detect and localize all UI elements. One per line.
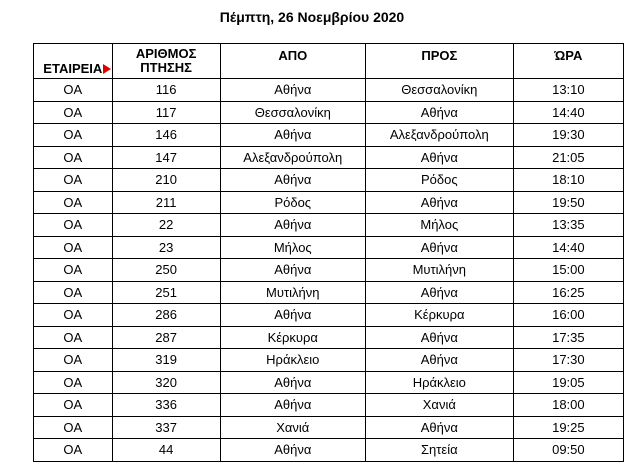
cell-from: Κέρκυρα <box>220 326 365 349</box>
table-row <box>34 146 624 169</box>
cell-time: 16:25 <box>513 281 623 304</box>
cell-company: OA <box>34 101 113 124</box>
cell-from: Μυτιλήνη <box>220 281 365 304</box>
cell-to: Αθήνα <box>365 191 513 214</box>
header-time: ΏΡΑ <box>513 44 623 79</box>
cell-flight: 146 <box>112 124 220 147</box>
cell-from: Αθήνα <box>220 394 365 417</box>
table-row <box>34 326 624 349</box>
header-flight-number <box>112 44 220 79</box>
table-body <box>34 79 624 462</box>
table-row <box>34 236 624 259</box>
cell-time: 09:50 <box>513 439 623 462</box>
cell-company: OA <box>34 259 113 282</box>
cell-company: OA <box>34 236 113 259</box>
cell-flight: 287 <box>112 326 220 349</box>
cell-company: OA <box>34 124 113 147</box>
cell-time: 19:25 <box>513 416 623 439</box>
table-row <box>34 349 624 372</box>
cell-from: Αθήνα <box>220 259 365 282</box>
cell-flight: 320 <box>112 371 220 394</box>
cell-company: OA <box>34 371 113 394</box>
table-row <box>34 394 624 417</box>
cell-company: OA <box>34 416 113 439</box>
cell-from: Αθήνα <box>220 304 365 327</box>
cell-time: 13:35 <box>513 214 623 237</box>
cell-time: 19:50 <box>513 191 623 214</box>
table-row <box>34 304 624 327</box>
comment-marker-icon <box>103 64 111 74</box>
cell-time: 19:30 <box>513 124 623 147</box>
table-row <box>34 259 624 282</box>
table-row <box>34 371 624 394</box>
cell-flight: 210 <box>112 169 220 192</box>
table-header <box>34 44 624 79</box>
cell-company: OA <box>34 349 113 372</box>
cell-company: OA <box>34 326 113 349</box>
cell-to: Αθήνα <box>365 236 513 259</box>
cell-from: Θεσσαλονίκη <box>220 101 365 124</box>
table-row <box>34 124 624 147</box>
table-row <box>34 101 624 124</box>
cell-to: Χανιά <box>365 394 513 417</box>
table-row <box>34 281 624 304</box>
cell-to: Ρόδος <box>365 169 513 192</box>
cell-flight: 44 <box>112 439 220 462</box>
cell-time: 18:10 <box>513 169 623 192</box>
cell-company: OA <box>34 281 113 304</box>
table-row <box>34 416 624 439</box>
cell-to: Αθήνα <box>365 416 513 439</box>
cell-time: 14:40 <box>513 236 623 259</box>
cell-company: OA <box>34 146 113 169</box>
table-row <box>34 439 624 462</box>
cell-company: OA <box>34 394 113 417</box>
cell-flight: 116 <box>112 79 220 102</box>
cell-to: Αθήνα <box>365 349 513 372</box>
cell-time: 17:30 <box>513 349 623 372</box>
cell-to: Αθήνα <box>365 326 513 349</box>
cell-company: OA <box>34 439 113 462</box>
cell-from: Ρόδος <box>220 191 365 214</box>
cell-to: Σητεία <box>365 439 513 462</box>
cell-flight: 23 <box>112 236 220 259</box>
cell-company: OA <box>34 191 113 214</box>
cell-from: Αθήνα <box>220 124 365 147</box>
cell-flight: 336 <box>112 394 220 417</box>
cell-to: Θεσσαλονίκη <box>365 79 513 102</box>
cell-from: Αθήνα <box>220 169 365 192</box>
cell-from: Μήλος <box>220 236 365 259</box>
header-from: ΑΠΟ <box>220 44 365 79</box>
cell-to: Μήλος <box>365 214 513 237</box>
header-to: ΠΡΟΣ <box>365 44 513 79</box>
cell-to: Ηράκλειο <box>365 371 513 394</box>
cell-time: 15:00 <box>513 259 623 282</box>
page-title: Πέμπτη, 26 Νοεμβρίου 2020 <box>219 9 405 25</box>
table-row <box>34 191 624 214</box>
cell-flight: 250 <box>112 259 220 282</box>
cell-flight: 286 <box>112 304 220 327</box>
table-row <box>34 79 624 102</box>
header-company <box>34 44 113 79</box>
cell-time: 13:10 <box>513 79 623 102</box>
cell-from: Αθήνα <box>220 214 365 237</box>
cell-to: Κέρκυρα <box>365 304 513 327</box>
cell-time: 14:40 <box>513 101 623 124</box>
cell-to: Αθήνα <box>365 146 513 169</box>
cell-flight: 22 <box>112 214 220 237</box>
cell-to: Μυτιλήνη <box>365 259 513 282</box>
cell-flight: 147 <box>112 146 220 169</box>
cell-from: Αθήνα <box>220 79 365 102</box>
header-flight-number-line1: ΑΡΙΘΜΟΣ <box>135 46 197 61</box>
cell-to: Αλεξανδρούπολη <box>365 124 513 147</box>
table-row <box>34 169 624 192</box>
cell-company: OA <box>34 304 113 327</box>
cell-time: 18:00 <box>513 394 623 417</box>
cell-from: Ηράκλειο <box>220 349 365 372</box>
header-flight-number-line2: ΠΤΗΣΗΣ <box>140 60 192 75</box>
cell-time: 16:00 <box>513 304 623 327</box>
cell-from: Αθήνα <box>220 439 365 462</box>
cell-from: Χανιά <box>220 416 365 439</box>
cell-company: OA <box>34 79 113 102</box>
cell-from: Αθήνα <box>220 371 365 394</box>
cell-flight: 319 <box>112 349 220 372</box>
cell-to: Αθήνα <box>365 101 513 124</box>
flights-table <box>33 43 624 462</box>
cell-flight: 251 <box>112 281 220 304</box>
cell-flight: 337 <box>112 416 220 439</box>
cell-flight: 211 <box>112 191 220 214</box>
cell-company: OA <box>34 169 113 192</box>
header-company-label: ΕΤΑΙΡΕΙΑ <box>43 61 103 76</box>
cell-to: Αθήνα <box>365 281 513 304</box>
cell-time: 17:35 <box>513 326 623 349</box>
cell-time: 19:05 <box>513 371 623 394</box>
cell-company: OA <box>34 214 113 237</box>
cell-flight: 117 <box>112 101 220 124</box>
table-row <box>34 214 624 237</box>
cell-time: 21:05 <box>513 146 623 169</box>
header-row <box>34 44 624 79</box>
cell-from: Αλεξανδρούπολη <box>220 146 365 169</box>
